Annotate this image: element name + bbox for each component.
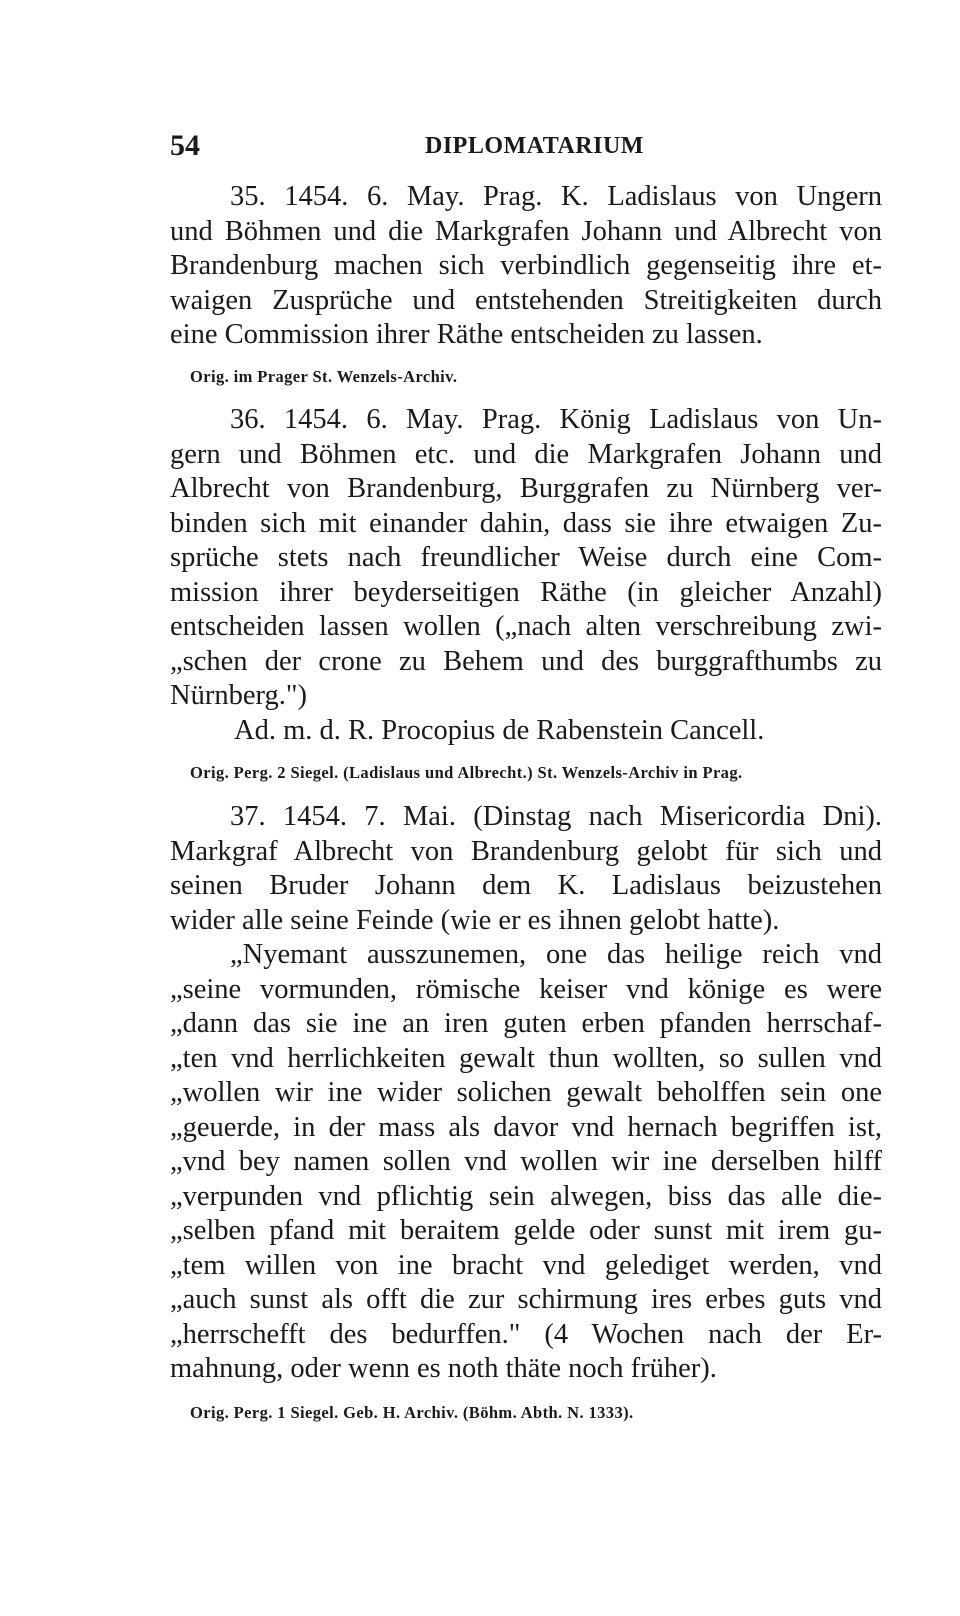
running-title: DIPLOMATARIUM <box>425 133 644 159</box>
entry-36-line: 36. 1454. 6. May. Prag. König Ladislaus von Un- <box>230 404 882 435</box>
entry-36 <box>170 403 882 748</box>
entry-36-line: sprüche stets nach freundlicher Weise durch eine Com- <box>170 542 882 573</box>
page-number: 54 <box>170 129 200 162</box>
quote-line: „tem willen von ine bracht vnd gelediget werden, vnd <box>170 1249 882 1281</box>
entry-37 <box>170 800 882 1387</box>
entry-35-line: waigen Zusprüche und entstehenden Streitigkeiten durch <box>170 284 882 316</box>
entry-35-line: Brandenburg machen sich verbindlich gegenseitig ihre et- <box>170 250 882 281</box>
entry-37-line: wider alle seine Feinde (wie er es ihnen gelobt hatte). <box>170 904 780 936</box>
quote-line: „dann das sie ine an iren guten erben pfanden herrschaf- <box>170 1008 882 1039</box>
entry-37-line: 37. 1454. 7. Mai. (Dinstag nach Misericordia Dni). <box>230 801 882 832</box>
quote-line: „ten vnd herrlichkeiten gewalt thun wollten, so sullen vnd <box>170 1042 882 1074</box>
entry-36-line: Albrecht von Brandenburg, Burggrafen zu Nürnberg ver- <box>170 473 882 504</box>
entry-35-line: 35. 1454. 6. May. Prag. K. Ladislaus von Ungern <box>230 181 882 212</box>
entry-37-line: seinen Bruder Johann dem K. Ladislaus beizustehen <box>170 870 882 901</box>
quote-line: „selben pfand mit beraitem gelde oder sunst mit irem gu- <box>170 1215 882 1246</box>
entry-36-line: „schen der crone zu Behem und des burggrafthumbs zu <box>170 645 882 677</box>
entry-36-line: mission ihrer beyderseitigen Räthe (in gleicher Anzahl) <box>170 576 882 608</box>
quote-line: „Nyemant ausszunemen, one das heilige reich vnd <box>230 939 882 970</box>
entry-36-line: gern und Böhmen etc. und die Markgrafen Johann und <box>170 438 882 470</box>
quote-line: „herrschefft des bedurffen." (4 Wochen nach der Er- <box>170 1318 882 1350</box>
entry-35-source: Orig. im Prager St. Wenzels-Archiv. <box>190 367 458 386</box>
entry-37-source: Orig. Perg. 1 Siegel. Geb. H. Archiv. (Böhm. Abth. N. 1333). <box>190 1403 634 1422</box>
entry-36-line: entscheiden lassen wollen („nach alten verschreibung zwi- <box>170 611 882 642</box>
entry-36-subscription: Ad. m. d. R. Procopius de Rabenstein Cancell. <box>234 714 765 746</box>
quote-line: „wollen wir ine wider solichen gewalt beholffen sein one <box>170 1077 882 1108</box>
entry-35 <box>170 180 882 353</box>
entry-35-line: und Böhmen und die Markgrafen Johann und Albrecht von <box>170 215 882 247</box>
quote-line: „verpunden vnd pflichtig sein alwegen, biss das alle die- <box>170 1180 882 1212</box>
quote-line: „auch sunst als offt die zur schirmung ires erbes guts vnd <box>170 1284 882 1315</box>
quote-line: „seine vormunden, römische keiser vnd könige es were <box>170 973 882 1005</box>
entry-36-line: binden sich mit einander dahin, dass sie ihre etwaigen Zu- <box>170 507 882 539</box>
running-head <box>170 128 890 168</box>
entry-36-source: Orig. Perg. 2 Siegel. (Ladislaus und Albrecht.) St. Wenzels-Archiv in Prag. <box>190 763 743 782</box>
entry-37-line: Markgraf Albrecht von Brandenburg gelobt für sich und <box>170 835 882 867</box>
quote-line: „vnd bey namen sollen vnd wollen wir ine derselben hilff <box>170 1146 882 1177</box>
quote-line: mahnung, oder wenn es noth thäte noch früher). <box>170 1353 717 1384</box>
entry-35-line: eine Commission ihrer Räthe entscheiden zu lassen. <box>170 319 763 350</box>
quote-line: „geuerde, in der mass als davor vnd hernach begriffen ist, <box>170 1111 882 1143</box>
entry-36-line: Nürnberg.") <box>170 680 307 711</box>
